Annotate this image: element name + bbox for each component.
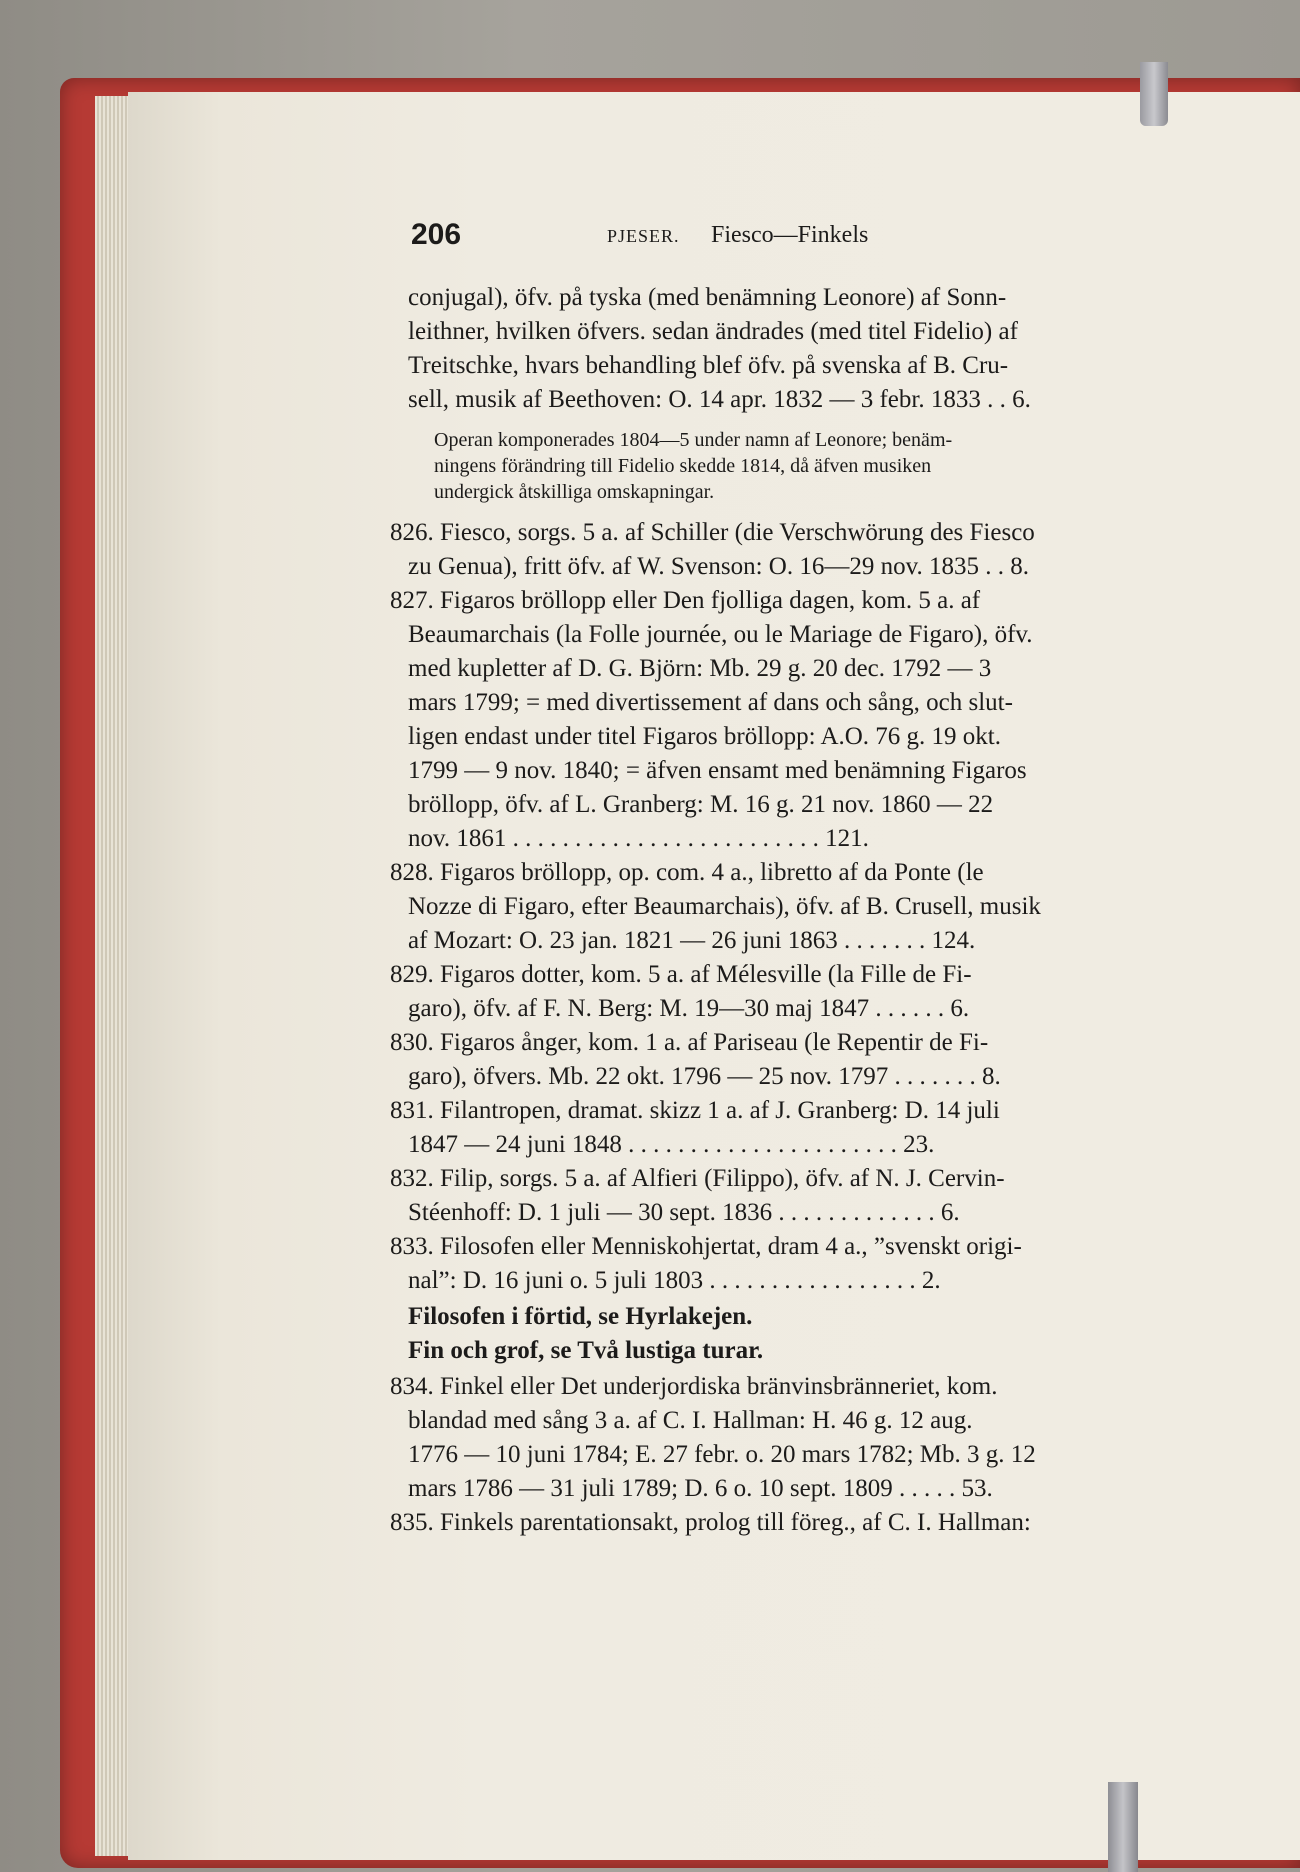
entry-line: 833. Filosofen eller Menniskohjertat, dram 4 a., ”svenskt origi-	[390, 1233, 1022, 1260]
entry-line: ligen endast under titel Figaros bröllopp: A.O. 76 g. 19 okt.	[408, 723, 1001, 750]
entry-line: 1847 — 24 juni 1848 . . . . . . . . . . . . . . . . . . . . . . 23.	[408, 1131, 935, 1158]
cross-reference: Fin och grof, se Två lustiga turar.	[408, 1337, 764, 1364]
entry-line: Beaumarchais (la Folle journée, ou le Mariage de Figaro), öfv.	[408, 621, 1033, 648]
running-head: PJESER.	[607, 226, 680, 246]
bookmark-ribbon-bottom	[1108, 1782, 1138, 1872]
page-number: 206	[411, 218, 462, 251]
entry-line: mars 1786 — 31 juli 1789; D. 6 o. 10 sept. 1809 . . . . . 53.	[408, 1475, 993, 1502]
entry-line: garo), öfvers. Mb. 22 okt. 1796 — 25 nov. 1797 . . . . . . . 8.	[408, 1063, 1001, 1090]
entry-line: blandad med sång 3 a. af C. I. Hallman: H. 46 g. 12 aug.	[408, 1407, 973, 1434]
entry-line: 829. Figaros dotter, kom. 5 a. af Mélesville (la Fille de Fi-	[390, 961, 972, 988]
page-title: Fiesco—Finkels	[711, 222, 869, 248]
text-line: Treitschke, hvars behandling blef öfv. på svenska af B. Cru-	[408, 352, 1009, 379]
entry-line: 832. Filip, sorgs. 5 a. af Alfieri (Filippo), öfv. af N. J. Cervin-	[390, 1165, 1005, 1192]
entry-line: bröllopp, öfv. af L. Granberg: M. 16 g. 21 nov. 1860 — 22	[408, 791, 994, 818]
entry-line: af Mozart: O. 23 jan. 1821 — 26 juni 1863 . . . . . . . 124.	[408, 927, 976, 954]
entry-line: garo), öfv. af F. N. Berg: M. 19—30 maj 1847 . . . . . . 6.	[408, 995, 970, 1022]
entry-line: Stéenhoff: D. 1 juli — 30 sept. 1836 . . . . . . . . . . . . . 6.	[408, 1199, 960, 1226]
entry-line: mars 1799; = med divertissement af dans och sång, och slut-	[408, 689, 1013, 716]
entry-line: 827. Figaros bröllopp eller Den fjolliga dagen, kom. 5 a. af	[390, 587, 981, 614]
entry-line: 831. Filantropen, dramat. skizz 1 a. af J. Granberg: D. 14 juli	[390, 1097, 1000, 1124]
entry-line: nal”: D. 16 juni o. 5 juli 1803 . . . . . . . . . . . . . . . . . 2.	[408, 1267, 941, 1294]
entry-line: med kupletter af D. G. Björn: Mb. 29 g. 20 dec. 1792 — 3	[408, 655, 992, 682]
entry-line: 1776 — 10 juni 1784; E. 27 febr. o. 20 mars 1782; Mb. 3 g. 12	[408, 1441, 1036, 1468]
entry-line: 828. Figaros bröllopp, op. com. 4 a., libretto af da Ponte (le	[390, 859, 984, 886]
bookmark-ribbon-top	[1140, 62, 1168, 126]
text-line: conjugal), öfv. på tyska (med benämning Leonore) af Sonn-	[408, 284, 1007, 311]
cross-reference: Filosofen i förtid, se Hyrlakejen.	[408, 1303, 753, 1330]
note-line: ningens förändring till Fidelio skedde 1814, då äfven musiken	[434, 455, 932, 477]
text-line: sell, musik af Beethoven: O. 14 apr. 1832 — 3 febr. 1833 . . 6.	[408, 386, 1031, 413]
note-line: Operan komponerades 1804—5 under namn af Leonore; benäm-	[434, 429, 953, 451]
entry-line: nov. 1861 . . . . . . . . . . . . . . . . . . . . . . . . . 121.	[408, 825, 869, 852]
entry-line: 826. Fiesco, sorgs. 5 a. af Schiller (die Verschwörung des Fiesco	[390, 519, 1035, 546]
entry-line: 830. Figaros ånger, kom. 1 a. af Pariseau (le Repentir de Fi-	[390, 1029, 989, 1056]
entry-line: Nozze di Figaro, efter Beaumarchais), öfv. af B. Crusell, musik	[408, 893, 1041, 920]
entry-line: 834. Finkel eller Det underjordiska bränvinsbränneriet, kom.	[390, 1373, 998, 1400]
entry-line: 835. Finkels parentationsakt, prolog till föreg., af C. I. Hallman:	[390, 1509, 1031, 1536]
entry-line: zu Genua), fritt öfv. af W. Svenson: O. 16—29 nov. 1835 . . 8.	[408, 553, 1029, 580]
entry-line: 1799 — 9 nov. 1840; = äfven ensamt med benämning Figaros	[408, 757, 1027, 784]
text-line: leithner, hvilken öfvers. sedan ändrades (med titel Fidelio) af	[408, 318, 1018, 345]
page-header	[411, 218, 1191, 258]
note-line: undergick åtskilliga omskapningar.	[434, 481, 715, 503]
